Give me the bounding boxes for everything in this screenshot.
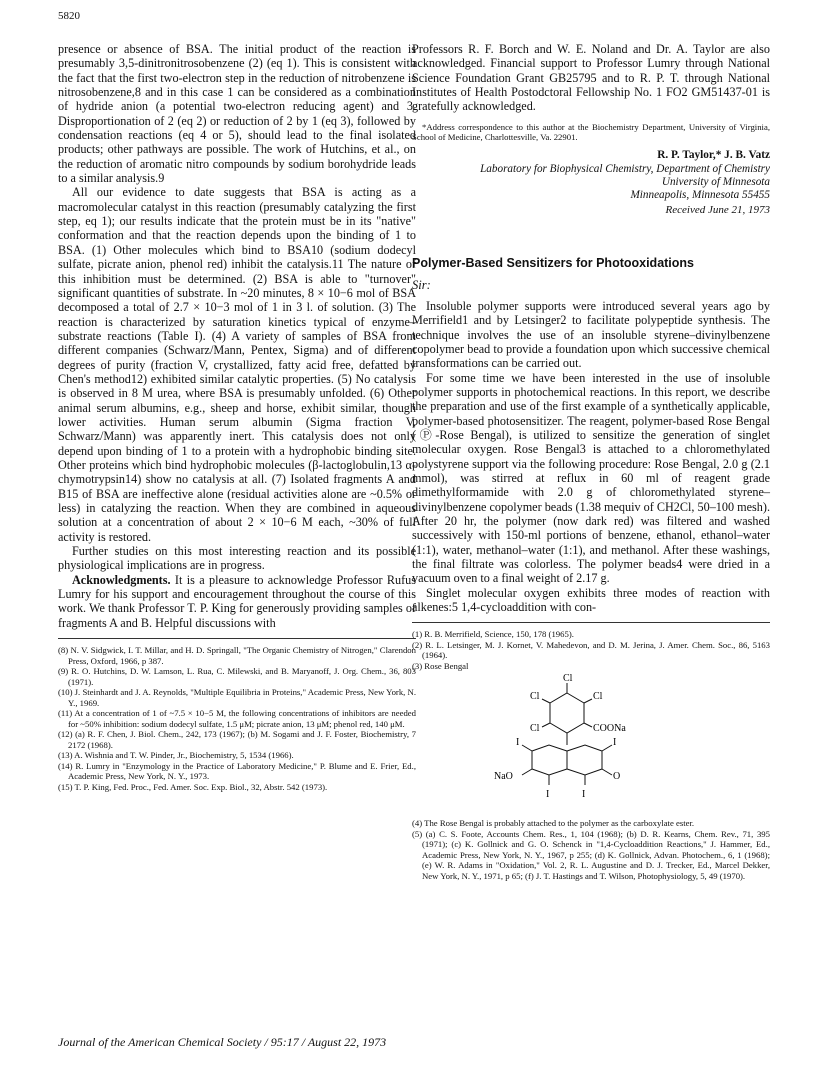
structure-label: I (516, 737, 520, 749)
article-title: Polymer-Based Sensitizers for Photooxidations (412, 255, 695, 270)
author-line: R. P. Taylor,* J. B. Vatz (657, 148, 770, 161)
affiliation-line: University of Minnesota (661, 175, 770, 188)
footnote: (5) (a) C. S. Foote, Accounts Chem. Res., 1, 104 (1968); (b) D. R. Kearns, Chem. Rev., 71, 395 (1971); (c) K. Gollnick and G. O. Schenck in "1,4-Cycloaddition Reactions," J. Hammer, Ed., Academic Press, New York, N. Y., 1967, p 255; (d) K. Gollnick, Advan. Photochem., 6, 1 (1968); (e) W. R. Adams in "Oxidation," Vol. 2, R. L. Augustine and D. J. Trecker, Ed., Marcel Dekker, New York, N. Y., 1971, p 65; (f) J. T. Hastings and T. Wilson, Photophysiology, 5, 49 (1970). (412, 828, 770, 881)
structure-label: Cl (530, 723, 540, 735)
paragraph: presence or absence of BSA. The initial product of the reaction is presumably 3,5-dinitronitrosobenzene (2) (eq 1). This is consistent with the fact that the first two-electron step in the reduction of nitrobenzene is nitrosobenzene,8 and in this case 1 can be considered as a combination of hydride anion (a potential two-electron reducing agent) and 3. Disproportionation of 2 (eq 2) or reduction of 2 by 1 (eq 3), followed by condensation reactions (eq 4 or 5), should lead to the final isolated products; other pathways are possible. The work of Hutchins, et al., on the reduction of aromatic nitro compounds by sodium borohydride leads to a similar analysis.9 (58, 42, 416, 186)
structure-label: O (613, 771, 621, 783)
footnote: (10) J. Steinhardt and J. A. Reynolds, "Multiple Equilibria in Proteins," Academic Press, New York, N. Y., 1969. (58, 687, 416, 708)
footnote: (11) At a concentration of 1 of ~7.5 × 10−5 M, the following concentrations of inhibitors are needed for ~50% inhibition: sodium dodecyl sulfate, 1.5 μM; picrate anion, 13 μM; phenol red, 140 μM. (58, 708, 416, 729)
footnote: (8) N. V. Sidgwick, I. T. Millar, and H. D. Springall, "The Organic Chemistry of Nitrogen," Clarendon Press, Oxford, 1966, p 387. (58, 645, 416, 666)
paragraph: Further studies on this most interesting reaction and its possible physiological implications are in progress. (58, 544, 416, 573)
structure-label: Cl (593, 691, 603, 703)
footnote: (12) (a) R. F. Chen, J. Biol. Chem., 242, 173 (1967); (b) M. Sogami and J. F. Foster, Biochemistry, 7 2172 (1968). (58, 729, 416, 750)
journal-footer: Journal of the American Chemical Society / 95:17 / August 22, 1973 (58, 1035, 387, 1049)
footnote: (13) A. Wishnia and T. W. Pinder, Jr., Biochemistry, 5, 1534 (1966). (58, 750, 294, 761)
footnote-divider (58, 638, 416, 639)
footnote-divider (412, 622, 770, 623)
footnote: (1) R. B. Merrifield, Science, 150, 178 (1965). (412, 629, 574, 640)
rose-bengal-structure (492, 673, 770, 816)
left-column (58, 42, 416, 792)
footnote: (2) R. L. Letsinger, M. J. Kornet, V. Mahedevon, and D. M. Jerina, J. Amer. Chem. Soc., 86, 5163 (1964). (412, 639, 770, 661)
paragraph: All our evidence to date suggests that BSA is acting as a macromolecular catalyst in this reaction (presumably catalyzing the first step, eq 1); our results indicate that the protein must be in its "native" conformation and that the reaction depends upon the binding of 1 to BSA. (1) Other molecules which bind to BSA10 (sodium dodecyl sulfate, picrate anion, phenol red) inhibit the catalysis.11 The nature of this inhibition must be determined. (2) BSA is able to "turnover" significant quantities of substrate. In ~20 minutes, 8 × 10−6 mol of BSA decomposed a total of 2.7 × 10−3 mol of 1 in 3 l. of solution. (3) The reaction is characterized by saturation kinetics typical of enzyme–substrate reactions (Table I). (4) A variety of samples of BSA from different companies (Schwarz/Mann, Pentex, Sigma) and of different degrees of purity (fraction V, crystallized, fatty acid free, defatted by Chen's method12) exhibited similar catalytic properties. (5) No catalysis is observed in 8 M urea, where BSA is presumably unfolded. (6) Other animal serum albumins, e.g., sheep and horse, exhibit similar, though lower activities. Human serum albumin (Sigma fraction V, Schwarz/Mann) was apparently inert. This catalysis does not only depend upon binding of 1 to a protein with a hydrophobic binding site. Other proteins which bind hydrophobic molecules (β-lactoglobulin,13 α-chymotrypsin14) show no catalysis at all. (7) Isolated fragments A and B15 of BSA are ineffective alone (residual activities alone are ~0.5% or less) in catalyzing the reaction. When they are combined in aqueous solution at a concentration of about 2 × 10−6 M each, ~30% of full activity is restored. (58, 185, 416, 544)
received-date: Received June 21, 1973 (665, 203, 770, 216)
structure-label: I (546, 789, 550, 801)
footnote: (15) T. P. King, Fed. Proc., Fed. Amer. Soc. Exp. Biol., 32, Abstr. 542 (1973). (58, 781, 328, 792)
structure-label: I (613, 737, 617, 749)
paragraph: Insoluble polymer supports were introduced several years ago by Merrifield1 and by Letsinger2 to facilitate polypeptide synthesis. The technique involves the use of an insoluble styrene–divinylbenzene copolymer bead to provide a foundation upon which successive chemical transformations can be carried out. (412, 298, 770, 371)
footnote: (4) The Rose Bengal is probably attached to the polymer as the carboxylate ester. (412, 818, 695, 829)
acknowledgments-heading: Acknowledgments. (72, 572, 171, 587)
salutation: Sir: (412, 277, 431, 292)
paragraph: For some time we have been interested in the use of insoluble polymer supports in photochemical reactions. In this report, we describe the preparation and use of the first example of a synthetically applicable, polymer-based photosensitizer. The reagent, polymer-based Rose Bengal (Ⓟ-Rose Bengal), is utilized to sensitize the generation of singlet molecular oxygen. Rose Bengal3 is attached to a chloromethylated polystyrene support via the following procedure: Rose Bengal, 2.0 g (2.1 mmol), was stirred at reflux in 60 ml of reagent grade dimethylformamide with 2.0 g of chloromethylated styrene–divinylbenzene copolymer beads (1.38 mequiv of CH2Cl, 50–100 mesh). After 20 hr, the polymer (now dark red) was filtered and washed successively with 150-ml portions of benzene, ethanol, ethanol–water (1:1), water, methanol–water (1:1), and methanol. After these washings, the final filtrate was colorless. The polymer beads4 were dried in a vacuum oven to a final weight of 2.17 g. (412, 370, 770, 586)
rose-bengal-structure-drawing (492, 673, 662, 811)
footnote: (9) R. O. Hutchins, D. W. Lamson, L. Rua, C. Milewski, and B. Maryanoff, J. Org. Chem., 36, 803 (1971). (58, 666, 416, 687)
address-note: *Address correspondence to this author at the Biochemistry Department, University of Virginia, School of Medicine, Charlottesville, Va. 22901. (412, 121, 770, 143)
structure-label: COONa (593, 723, 626, 735)
page-number: 5820 (58, 10, 80, 22)
paragraph: Professors R. F. Borch and W. E. Noland and Dr. A. Taylor are also acknowledged. Financial support to Professor Lumry through National Science Foundation Grant GB25795 and to R. P. T. through National Institutes of Health Postodctoral Fellowship No. 1 FO2 GM51437-01 is gratefully acknowledged. (412, 42, 770, 114)
affiliation-line: Laboratory for Biophysical Chemistry, Department of Chemistry (480, 162, 770, 175)
structure-label: I (582, 789, 586, 801)
affiliation-line: Minneapolis, Minnesota 55455 (630, 188, 770, 201)
paragraph: Singlet molecular oxygen exhibits three modes of reaction with alkenes:5 1,4-cycloaddition with con- (412, 585, 770, 615)
acknowledgments-paragraph (58, 573, 416, 630)
right-column (412, 42, 770, 881)
structure-label: NaO (494, 771, 513, 783)
footnote: (3) Rose Bengal (412, 660, 469, 671)
structure-label: Cl (563, 673, 573, 685)
footnote: (14) R. Lumry in "Enzymology in the Practice of Laboratory Medicine," P. Blume and E. Frier, Ed., Academic Press, New York, N. Y., 1973. (58, 760, 416, 782)
acknowledgments-text: It is a pleasure to acknowledge Professor Rufus Lumry for his support and encouragement throughout the course of this work. We thank Professor T. P. King for generously providing samples of fragments A and B. Helpful discussions with (58, 572, 416, 630)
structure-label: Cl (530, 691, 540, 703)
